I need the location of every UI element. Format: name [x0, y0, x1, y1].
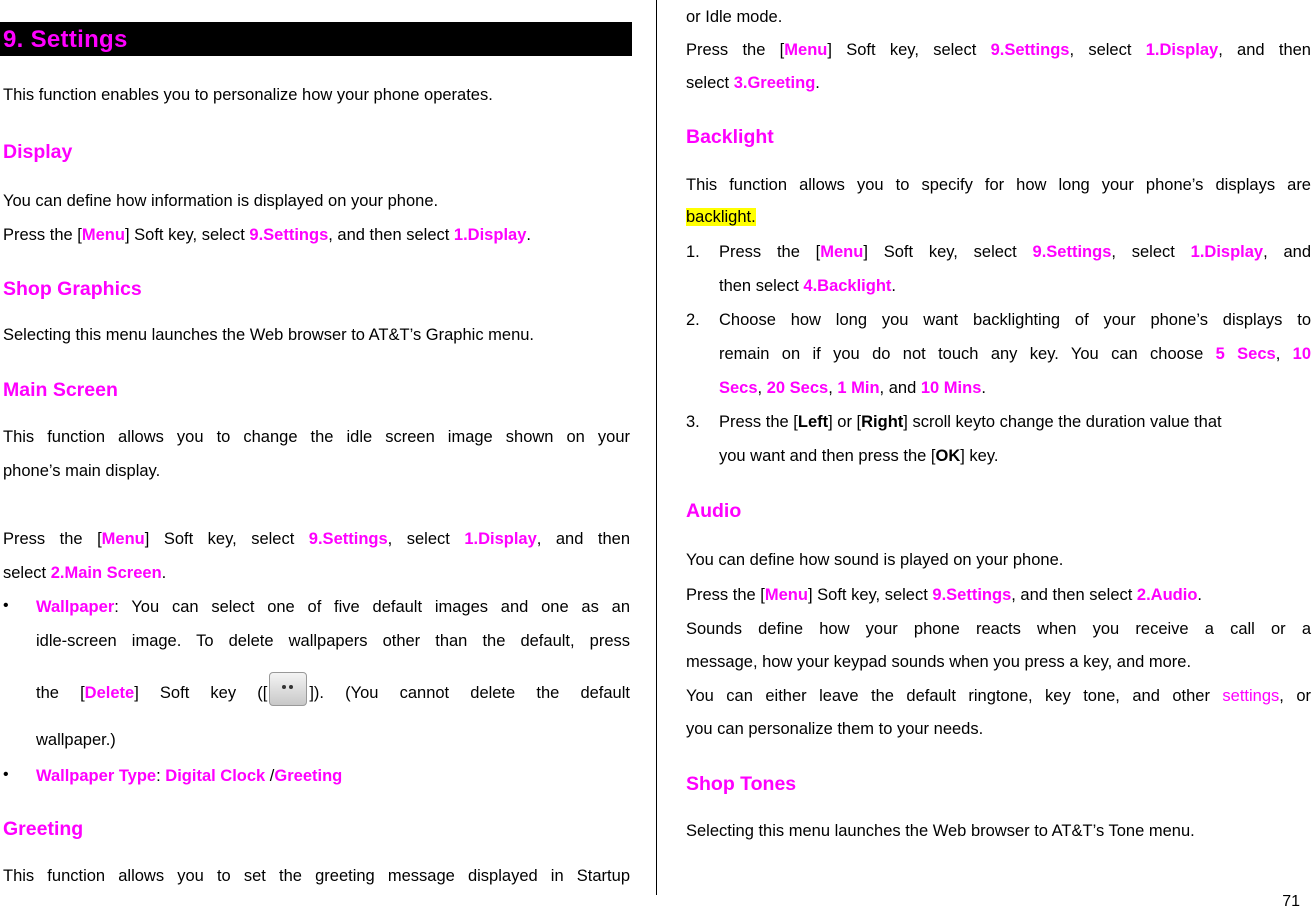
step-number: 3.: [686, 413, 700, 431]
step-number: 2.: [686, 311, 700, 329]
display-heading: Display: [3, 141, 73, 163]
audio-either-2: you can personalize them to your needs.: [686, 720, 984, 738]
display-line: You can define how information is displayed on your phone.: [3, 192, 439, 210]
audio-line: You can define how sound is played on your phone.: [686, 551, 1064, 569]
backlight-step2-1: Choose how long you want backlighting of your phone’s displays to: [719, 311, 1311, 329]
bullet-dot: •: [3, 597, 9, 614]
wallpaper-bullet-4: wallpaper.): [36, 731, 116, 749]
page-number: 71: [1282, 893, 1300, 910]
wallpaper-bullet-1: Wallpaper: You can select one of five default images and one as an: [36, 598, 630, 616]
audio-sounds-1: Sounds define how your phone reacts when you receive a call or a: [686, 620, 1311, 638]
main-screen-press-2: select 2.Main Screen.: [3, 564, 167, 582]
backlight-step1-2: then select 4.Backlight.: [719, 277, 897, 295]
greeting-press-1: Press the [Menu] Soft key, select 9.Settings, select 1.Display, and then: [686, 41, 1311, 59]
backlight-text-1: This function allows you to specify for how long your phone’s displays are: [686, 176, 1311, 194]
backlight-step2-2: remain on if you do not touch any key. You can choose 5 Secs, 10: [719, 345, 1311, 363]
audio-press: Press the [Menu] Soft key, select 9.Settings, and then select 2.Audio.: [686, 586, 1203, 604]
audio-either-1: You can either leave the default ringtone, key tone, and other settings, or: [686, 687, 1311, 705]
wallpaper-bullet-3: the [Delete] Soft key ([ ]). (You cannot delete the default: [36, 672, 630, 713]
greeting-text-1: This function allows you to set the greeting message displayed in Startup: [3, 867, 630, 885]
backlight-step2-3: Secs, 20 Secs, 1 Min, and 10 Mins.: [719, 379, 986, 397]
intro-text: This function enables you to personalize how your phone operates.: [3, 86, 493, 104]
greeting-heading: Greeting: [3, 818, 84, 840]
backlight-step3-2: you want and then press the [OK] key.: [719, 447, 999, 465]
wallpaper-bullet-2: idle-screen image. To delete wallpapers other than the default, press: [36, 632, 630, 650]
soft-key-icon: [269, 672, 307, 706]
main-screen-heading: Main Screen: [3, 379, 118, 401]
backlight-heading: Backlight: [686, 126, 774, 148]
section-title: 9. Settings: [3, 26, 128, 53]
column-divider: [656, 0, 657, 895]
main-screen-text-2: phone’s main display.: [3, 462, 161, 480]
audio-heading: Audio: [686, 500, 742, 522]
wallpaper-type-bullet: Wallpaper Type: Digital Clock /Greeting: [36, 767, 343, 785]
step-number: 1.: [686, 243, 700, 261]
greeting-text-2: or Idle mode.: [686, 8, 783, 26]
bullet-dot: •: [3, 766, 9, 783]
shop-graphics-text: Selecting this menu launches the Web browser to AT&T’s Graphic menu.: [3, 326, 535, 344]
shop-tones-text: Selecting this menu launches the Web browser to AT&T’s Tone menu.: [686, 822, 1195, 840]
shop-tones-heading: Shop Tones: [686, 773, 797, 795]
main-screen-press-1: Press the [Menu] Soft key, select 9.Settings, select 1.Display, and then: [3, 530, 630, 548]
backlight-step1-1: Press the [Menu] Soft key, select 9.Settings, select 1.Display, and: [719, 243, 1311, 261]
shop-graphics-heading: Shop Graphics: [3, 278, 142, 300]
main-screen-text-1: This function allows you to change the idle screen image shown on your: [3, 428, 630, 446]
backlight-text-2: backlight.: [686, 208, 756, 226]
audio-sounds-2: message, how your keypad sounds when you press a key, and more.: [686, 653, 1192, 671]
backlight-step3-1: Press the [Left] or [Right] scroll keyto change the duration value that: [719, 413, 1222, 431]
display-press: Press the [Menu] Soft key, select 9.Settings, and then select 1.Display.: [3, 226, 531, 244]
greeting-press-2: select 3.Greeting.: [686, 74, 820, 92]
